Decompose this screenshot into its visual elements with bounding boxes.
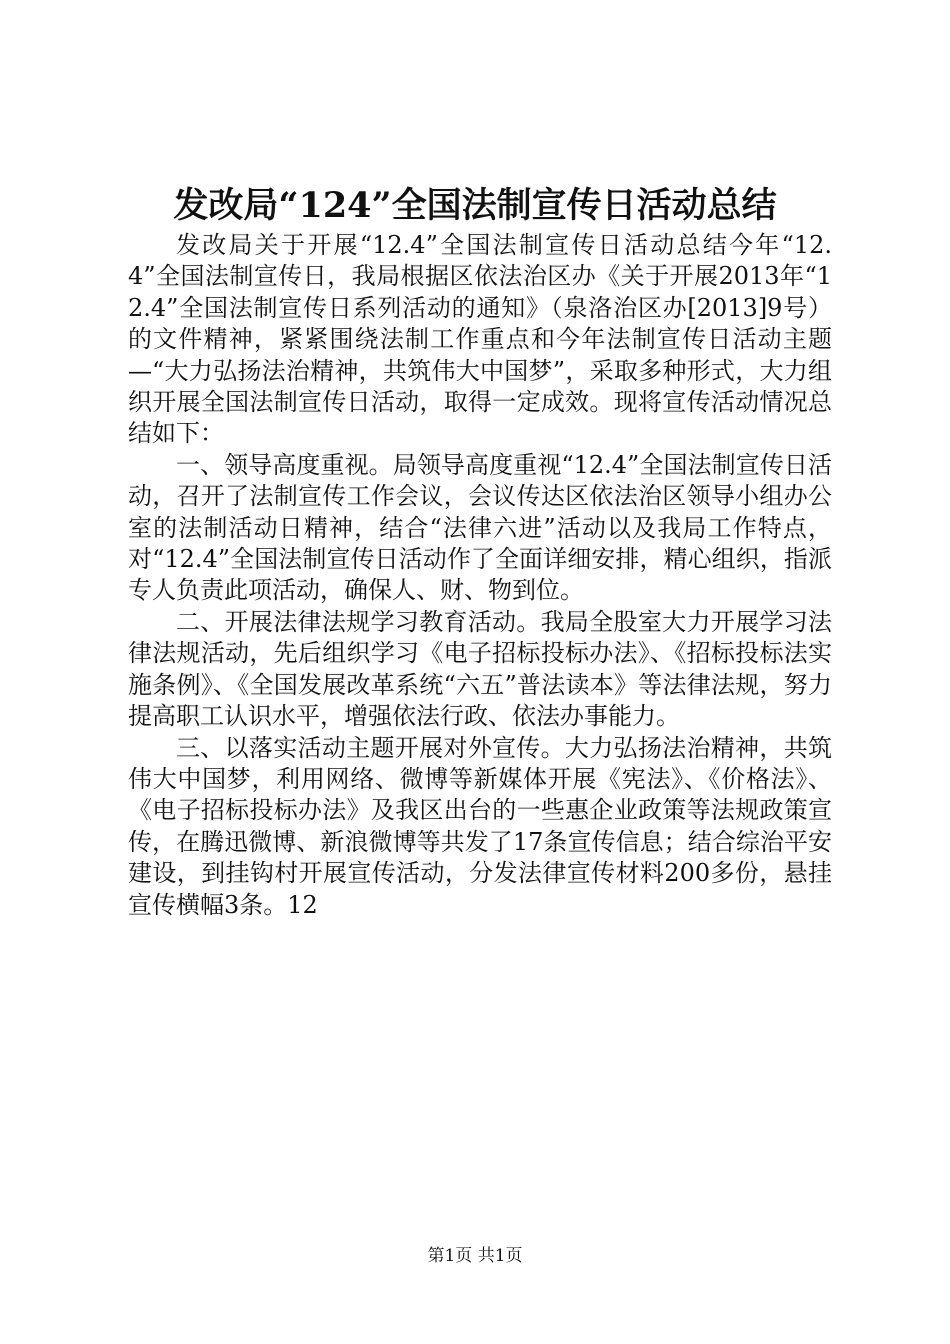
paragraph-intro: 发改局关于开展“12.4”全国法制宣传日活动总结今年“12.4”全国法制宣传日，我局根据区依法治区办《关于开展2013年“12.4”全国法制宣传日系列活动的通知》（泉洛治区办[2013]9号）的文件精神，紧紧围绕法制工作重点和今年法制宣传日活动主题—“大力弘扬法治精神，共筑伟大中国梦”，采取多种形式，大力组织开展全国法制宣传日活动，取得一定成效。现将宣传活动情况总结如下： [128, 231, 832, 448]
paragraph-section-3: 三、以落实活动主题开展对外宣传。大力弘扬法治精神，共筑伟大中国梦，利用网络、微博等新媒体开展《宪法》、《价格法》、《电子招标投标办法》及我区出台的一些惠企业政策等法规政策宣传，在腾迅微博、新浪微博等共发了17条宣传信息；结合综治平安建设，到挂钩村开展宣传活动，分发法律宣传材料200多份，悬挂宣传横幅3条。12 [128, 733, 832, 919]
document-body [128, 230, 832, 921]
paragraph-section-2: 二、开展法律法规学习教育活动。我局全股室大力开展学习法律法规活动，先后组织学习《电子招标投标办法》、《招标投标法实施条例》、《全国发展改革系统“六五”普法读本》等法律法规，努力提高职工认识水平，增强依法行政、依法办事能力。 [128, 607, 832, 731]
document-title: 发改局“124”全国法制宣传日活动总结 [173, 185, 777, 226]
page-footer: 第1页 共1页 [427, 1246, 523, 1266]
paragraph-section-1: 一、领导高度重视。局领导高度重视“12.4”全国法制宣传日活动，召开了法制宣传工作会议，会议传达区依法治区领导小组办公室的法制活动日精神，结合“法律六进”活动以及我局工作特点，对“12.4”全国法制宣传日活动作了全面详细安排，精心组织，指派专人负责此项活动，确保人、财、物到位。 [128, 450, 832, 605]
